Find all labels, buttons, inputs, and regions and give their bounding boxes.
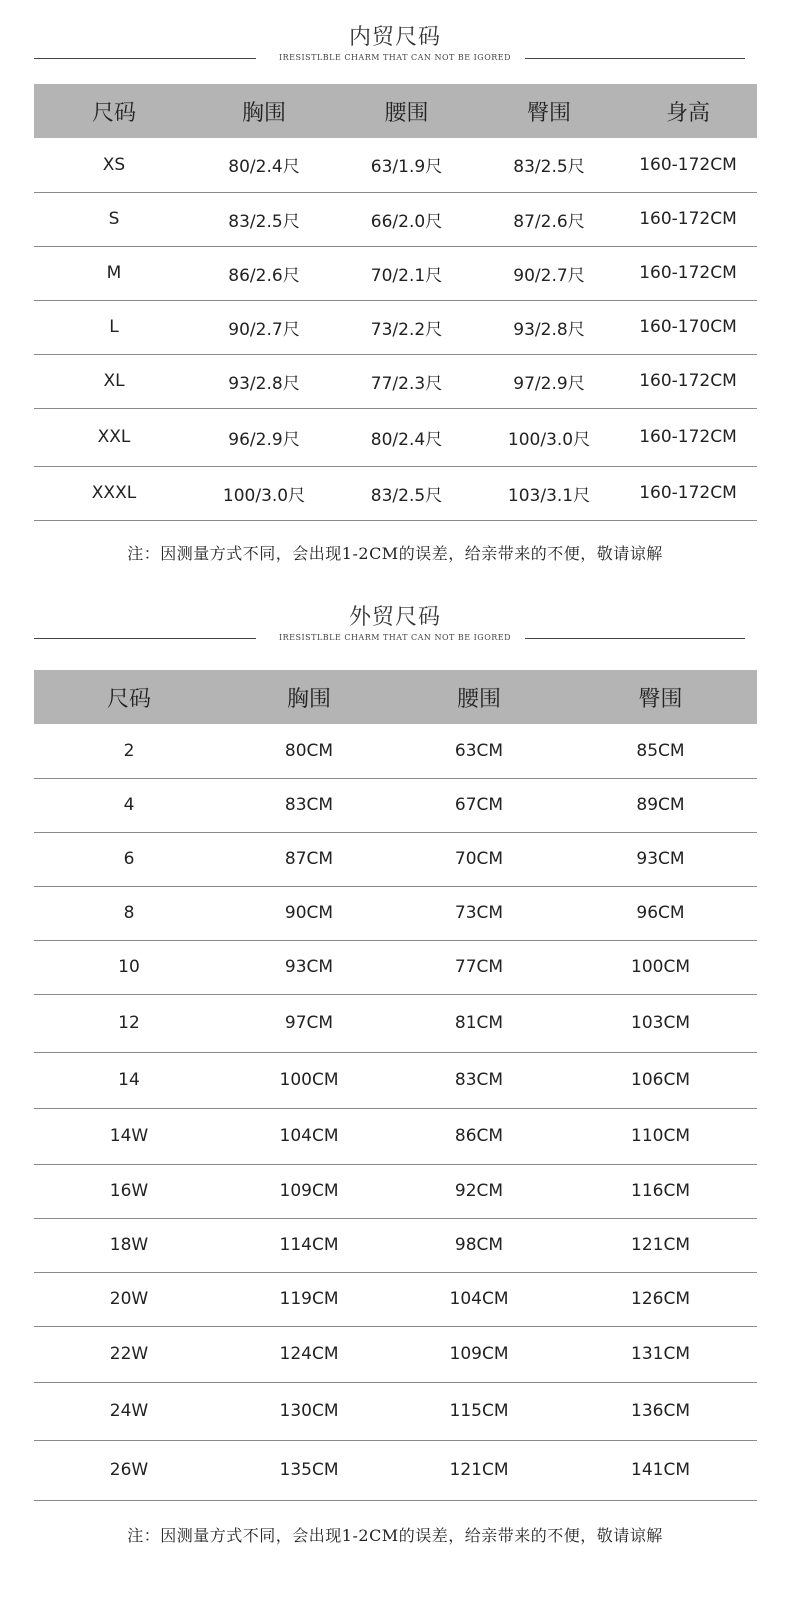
- table-row: [34, 354, 757, 408]
- table-cell: 103/3.1尺: [479, 466, 619, 520]
- table-cell: 63/1.9尺: [334, 138, 479, 192]
- table-cell: 14: [34, 1052, 224, 1108]
- table-cell: 124CM: [224, 1326, 394, 1382]
- table-cell: 83CM: [394, 1052, 564, 1108]
- table-cell: S: [34, 192, 194, 246]
- table-cell: 116CM: [564, 1164, 757, 1218]
- table-cell: 131CM: [564, 1326, 757, 1382]
- table-cell: 2: [34, 724, 224, 778]
- table-cell: 92CM: [394, 1164, 564, 1218]
- table-cell: 73CM: [394, 886, 564, 940]
- table-cell: 93CM: [224, 940, 394, 994]
- table-cell: 77CM: [394, 940, 564, 994]
- table-row: [34, 466, 757, 520]
- domestic-title: 内贸尺码: [348, 25, 441, 50]
- table-cell: 80/2.4尺: [334, 408, 479, 466]
- table-cell: 26W: [34, 1440, 224, 1500]
- table-cell: 83/2.5尺: [194, 192, 334, 246]
- table-cell: 77/2.3尺: [334, 354, 479, 408]
- table-cell: 141CM: [564, 1440, 757, 1500]
- table-cell: 109CM: [224, 1164, 394, 1218]
- table-cell: 10: [34, 940, 224, 994]
- table-row: [34, 1440, 757, 1500]
- table-cell: 106CM: [564, 1052, 757, 1108]
- header-cell: 臀围: [564, 670, 757, 724]
- table-cell: M: [34, 246, 194, 300]
- table-row: [34, 1326, 757, 1382]
- table-cell: 87/2.6尺: [479, 192, 619, 246]
- table-cell: 121CM: [564, 1218, 757, 1272]
- table-cell: 130CM: [224, 1382, 394, 1440]
- foreign-note: 注：因测量方式不同，会出现1-2CM的误差，给亲带来的不便，敬请谅解: [127, 1526, 663, 1545]
- domestic-subtitle: IRESISTLBLE CHARM THAT CAN NOT BE IGORED: [278, 53, 512, 62]
- table-cell: 160-172CM: [619, 192, 757, 246]
- table-cell: 73/2.2尺: [334, 300, 479, 354]
- table-cell: 160-172CM: [619, 246, 757, 300]
- table-cell: 110CM: [564, 1108, 757, 1164]
- table-cell: 121CM: [394, 1440, 564, 1500]
- table-cell: 103CM: [564, 994, 757, 1052]
- table-cell: 104CM: [394, 1272, 564, 1326]
- header-cell: 腰围: [394, 670, 564, 724]
- table-row: [34, 940, 757, 994]
- domestic-size-table: [34, 84, 757, 521]
- table-cell: 160-172CM: [619, 408, 757, 466]
- header-cell: 胸围: [194, 84, 334, 138]
- table-cell: 100/3.0尺: [194, 466, 334, 520]
- table-cell: 83/2.5尺: [334, 466, 479, 520]
- table-cell: 90/2.7尺: [479, 246, 619, 300]
- table-cell: 83/2.5尺: [479, 138, 619, 192]
- foreign-divider-right: [525, 638, 745, 639]
- table-cell: 80/2.4尺: [194, 138, 334, 192]
- table-cell: 93/2.8尺: [479, 300, 619, 354]
- header-cell: 尺码: [34, 84, 194, 138]
- table-row: [34, 300, 757, 354]
- table-cell: 160-172CM: [619, 138, 757, 192]
- table-cell: 115CM: [394, 1382, 564, 1440]
- table-row: [34, 1382, 757, 1440]
- table-cell: XL: [34, 354, 194, 408]
- table-cell: 160-172CM: [619, 466, 757, 520]
- table-cell: 70CM: [394, 832, 564, 886]
- table-row: [34, 886, 757, 940]
- table-cell: 90/2.7尺: [194, 300, 334, 354]
- table-cell: 16W: [34, 1164, 224, 1218]
- table-row: [34, 138, 757, 192]
- table-cell: 160-172CM: [619, 354, 757, 408]
- table-cell: 87CM: [224, 832, 394, 886]
- table-cell: 97/2.9尺: [479, 354, 619, 408]
- table-cell: 83CM: [224, 778, 394, 832]
- table-cell: 89CM: [564, 778, 757, 832]
- header-cell: 尺码: [34, 670, 224, 724]
- table-cell: 114CM: [224, 1218, 394, 1272]
- header-cell: 胸围: [224, 670, 394, 724]
- table-row: [34, 1218, 757, 1272]
- table-row: [34, 1164, 757, 1218]
- header-cell: 臀围: [479, 84, 619, 138]
- table-cell: 96CM: [564, 886, 757, 940]
- table-row: [34, 1108, 757, 1164]
- table-cell: 86CM: [394, 1108, 564, 1164]
- table-cell: 100CM: [564, 940, 757, 994]
- table-cell: 4: [34, 778, 224, 832]
- table-row: [34, 408, 757, 466]
- table-row: [34, 246, 757, 300]
- table-cell: XXXL: [34, 466, 194, 520]
- table-cell: 126CM: [564, 1272, 757, 1326]
- table-cell: 109CM: [394, 1326, 564, 1382]
- foreign-subtitle: IRESISTLBLE CHARM THAT CAN NOT BE IGORED: [278, 633, 512, 642]
- header-cell: 身高: [619, 84, 757, 138]
- table-row: [34, 1052, 757, 1108]
- table-cell: 90CM: [224, 886, 394, 940]
- table-cell: 98CM: [394, 1218, 564, 1272]
- table-cell: 8: [34, 886, 224, 940]
- table-cell: XXL: [34, 408, 194, 466]
- domestic-divider-right: [525, 58, 745, 59]
- foreign-size-table: [34, 670, 757, 1501]
- table-cell: 12: [34, 994, 224, 1052]
- table-cell: 85CM: [564, 724, 757, 778]
- table-cell: 96/2.9尺: [194, 408, 334, 466]
- foreign-header-row: [34, 670, 757, 724]
- table-cell: 160-170CM: [619, 300, 757, 354]
- table-row: [34, 994, 757, 1052]
- table-cell: 18W: [34, 1218, 224, 1272]
- header-cell: 腰围: [334, 84, 479, 138]
- table-cell: 97CM: [224, 994, 394, 1052]
- table-cell: 80CM: [224, 724, 394, 778]
- table-cell: 135CM: [224, 1440, 394, 1500]
- foreign-divider-left: [34, 638, 256, 639]
- table-cell: 93/2.8尺: [194, 354, 334, 408]
- table-cell: 24W: [34, 1382, 224, 1440]
- table-cell: 81CM: [394, 994, 564, 1052]
- table-cell: 136CM: [564, 1382, 757, 1440]
- table-cell: 66/2.0尺: [334, 192, 479, 246]
- table-cell: XS: [34, 138, 194, 192]
- domestic-header-row: [34, 84, 757, 138]
- table-cell: 70/2.1尺: [334, 246, 479, 300]
- table-cell: 63CM: [394, 724, 564, 778]
- table-cell: 100CM: [224, 1052, 394, 1108]
- table-cell: 14W: [34, 1108, 224, 1164]
- table-row: [34, 724, 757, 778]
- domestic-divider-left: [34, 58, 256, 59]
- table-cell: 86/2.6尺: [194, 246, 334, 300]
- table-cell: 119CM: [224, 1272, 394, 1326]
- table-row: [34, 832, 757, 886]
- table-cell: L: [34, 300, 194, 354]
- table-cell: 100/3.0尺: [479, 408, 619, 466]
- table-cell: 22W: [34, 1326, 224, 1382]
- table-cell: 6: [34, 832, 224, 886]
- domestic-note: 注：因测量方式不同，会出现1-2CM的误差，给亲带来的不便，敬请谅解: [127, 544, 663, 563]
- table-cell: 104CM: [224, 1108, 394, 1164]
- table-cell: 67CM: [394, 778, 564, 832]
- table-cell: 93CM: [564, 832, 757, 886]
- foreign-title: 外贸尺码: [348, 605, 441, 630]
- table-row: [34, 1272, 757, 1326]
- table-row: [34, 192, 757, 246]
- table-row: [34, 778, 757, 832]
- table-cell: 20W: [34, 1272, 224, 1326]
